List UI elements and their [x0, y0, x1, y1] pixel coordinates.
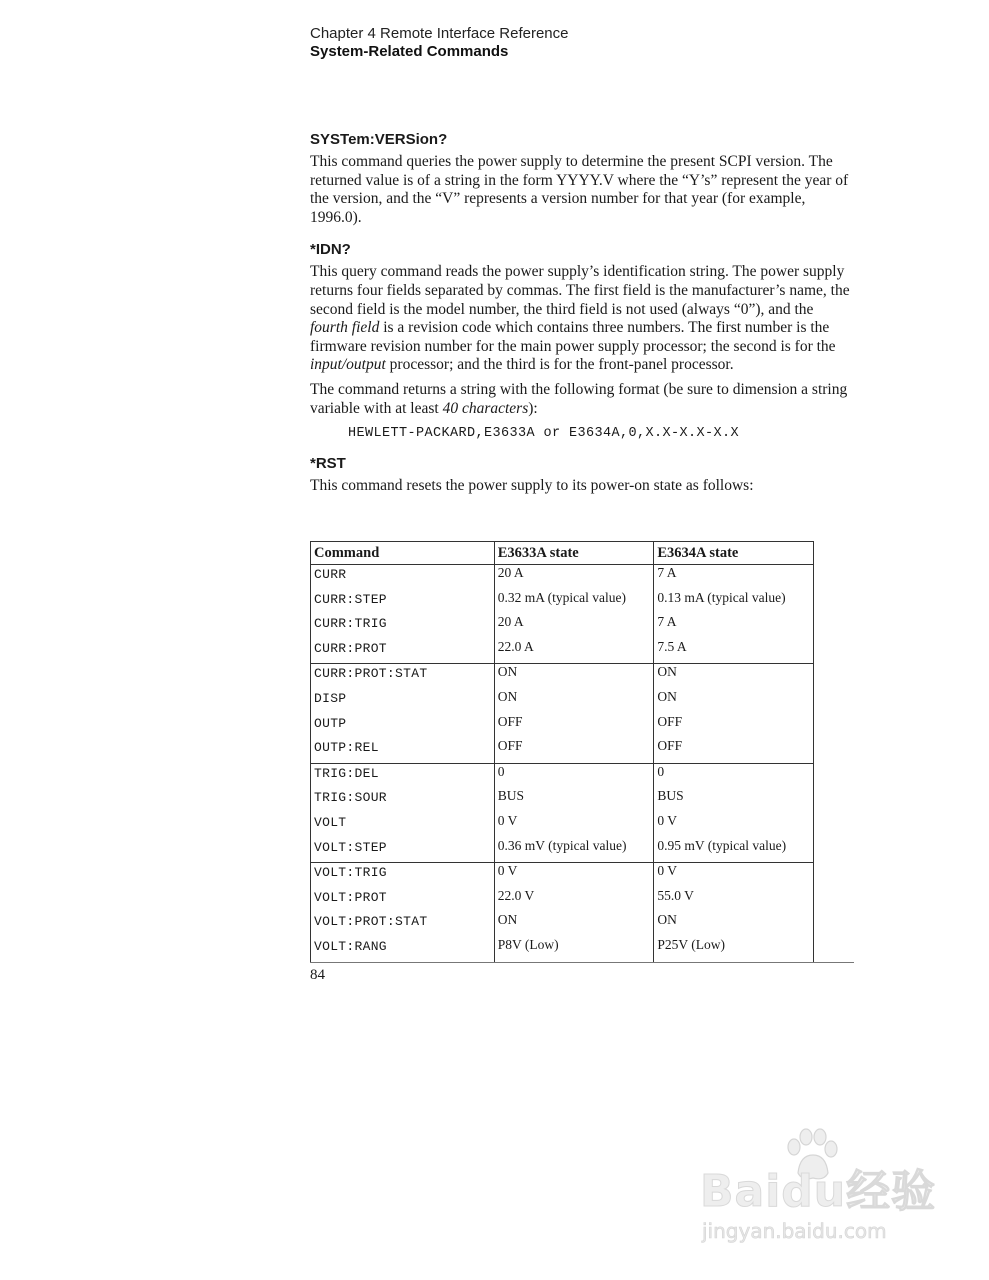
- table-row: [311, 590, 814, 615]
- cell-e3633a-state: 0.32 mA (typical value): [494, 590, 654, 615]
- cell-command: VOLT:PROT:STAT: [311, 912, 495, 937]
- main-content: [310, 131, 855, 496]
- table-row: [311, 788, 814, 813]
- cell-e3633a-state: P8V (Low): [494, 937, 654, 962]
- watermark-logo: Baidu经验: [700, 1166, 937, 1217]
- cell-e3634a-state: OFF: [654, 714, 814, 739]
- cell-e3633a-state: OFF: [494, 714, 654, 739]
- cell-command: OUTP: [311, 714, 495, 739]
- table-row: [311, 664, 814, 689]
- watermark: [700, 1125, 960, 1275]
- cell-e3634a-state: 7.5 A: [654, 639, 814, 664]
- table-row: [311, 912, 814, 937]
- cell-e3634a-state: P25V (Low): [654, 937, 814, 962]
- cell-e3634a-state: 0 V: [654, 863, 814, 888]
- table-row: [311, 937, 814, 962]
- table-header-e3634a: E3634A state: [654, 542, 814, 565]
- table-body: [311, 565, 814, 963]
- table-row: [311, 714, 814, 739]
- cell-e3633a-state: OFF: [494, 738, 654, 763]
- idn-format-description: The command returns a string with the following format (be sure to dimension a string variable with at least 40 characters):: [310, 380, 848, 417]
- version-heading: SYSTem:VERSion?: [310, 131, 448, 148]
- cell-e3633a-state: 20 A: [494, 565, 654, 590]
- cell-command: VOLT:PROT: [311, 888, 495, 913]
- cell-e3634a-state: 0: [654, 763, 814, 788]
- cell-e3633a-state: 22.0 A: [494, 639, 654, 664]
- footer-rule: [310, 962, 854, 963]
- cell-e3634a-state: 0.95 mV (typical value): [654, 838, 814, 863]
- table-row: [311, 888, 814, 913]
- cell-command: DISP: [311, 689, 495, 714]
- cell-command: CURR:TRIG: [311, 614, 495, 639]
- cell-e3633a-state: 0.36 mV (typical value): [494, 838, 654, 863]
- cell-e3634a-state: 55.0 V: [654, 888, 814, 913]
- cell-e3634a-state: 0 V: [654, 813, 814, 838]
- cell-e3634a-state: 7 A: [654, 565, 814, 590]
- cell-command: VOLT:RANG: [311, 937, 495, 962]
- table-row: [311, 863, 814, 888]
- cell-e3634a-state: BUS: [654, 788, 814, 813]
- cell-e3634a-state: ON: [654, 664, 814, 689]
- cell-command: CURR: [311, 565, 495, 590]
- table-header-e3633a: E3633A state: [494, 542, 654, 565]
- cell-command: TRIG:DEL: [311, 763, 495, 788]
- cell-e3634a-state: ON: [654, 689, 814, 714]
- idn-heading: *IDN?: [310, 241, 351, 259]
- table-row: [311, 838, 814, 863]
- cell-e3633a-state: ON: [494, 689, 654, 714]
- cell-command: OUTP:REL: [311, 738, 495, 763]
- cell-e3633a-state: ON: [494, 912, 654, 937]
- cell-e3633a-state: 0 V: [494, 863, 654, 888]
- table-row: [311, 738, 814, 763]
- cell-command: VOLT:TRIG: [311, 863, 495, 888]
- cell-e3634a-state: OFF: [654, 738, 814, 763]
- cell-command: CURR:PROT:STAT: [311, 664, 495, 689]
- cell-e3633a-state: BUS: [494, 788, 654, 813]
- chapter-title: Chapter 4 Remote Interface Reference: [310, 25, 569, 42]
- cell-command: VOLT: [311, 813, 495, 838]
- section-title: System-Related Commands: [310, 43, 509, 60]
- watermark-url: jingyan.baidu.com: [702, 1219, 887, 1243]
- cell-e3633a-state: ON: [494, 664, 654, 689]
- table-row: [311, 565, 814, 590]
- cell-e3634a-state: 0.13 mA (typical value): [654, 590, 814, 615]
- cell-command: VOLT:STEP: [311, 838, 495, 863]
- cell-command: TRIG:SOUR: [311, 788, 495, 813]
- cell-e3633a-state: 22.0 V: [494, 888, 654, 913]
- page-number: 84: [310, 967, 325, 983]
- table-row: [311, 813, 814, 838]
- idn-description: This query command reads the power supply’s identification string. The power supply returns four fields separated by commas. The first field is the manufacturer’s name, the second field is the model number, the third field is not used (always “0”), and the fourth field is a revision code which contains three numbers. The first number is the firmware revision number for the main power supply processor; the second is for the input/output processor; and the third is for the front-panel processor.: [310, 263, 850, 374]
- table-row: [311, 763, 814, 788]
- cell-command: CURR:PROT: [311, 639, 495, 664]
- cell-e3633a-state: 20 A: [494, 614, 654, 639]
- table-row: [311, 639, 814, 664]
- idn-example-code: HEWLETT-PACKARD,E3633A or E3634A,0,X.X-X.X-X.X: [348, 426, 740, 442]
- rst-heading: *RST: [310, 455, 346, 473]
- cell-e3634a-state: ON: [654, 912, 814, 937]
- page-header: [310, 25, 568, 61]
- cell-e3634a-state: 7 A: [654, 614, 814, 639]
- cell-e3633a-state: 0 V: [494, 813, 654, 838]
- version-description: This command queries the power supply to determine the present SCPI version. The returned value is of a string in the form YYYY.V where the “Y’s” represent the year of the version, and the “V” represents a version number for that year (for example, 1996.0).: [310, 153, 849, 226]
- rst-description: This command resets the power supply to its power-on state as follows:: [310, 477, 754, 495]
- cell-e3633a-state: 0: [494, 763, 654, 788]
- reset-state-table: [310, 541, 814, 963]
- table-header-row: [311, 542, 814, 565]
- table-row: [311, 614, 814, 639]
- table-row: [311, 689, 814, 714]
- cell-command: CURR:STEP: [311, 590, 495, 615]
- table-header-command: Command: [311, 542, 495, 565]
